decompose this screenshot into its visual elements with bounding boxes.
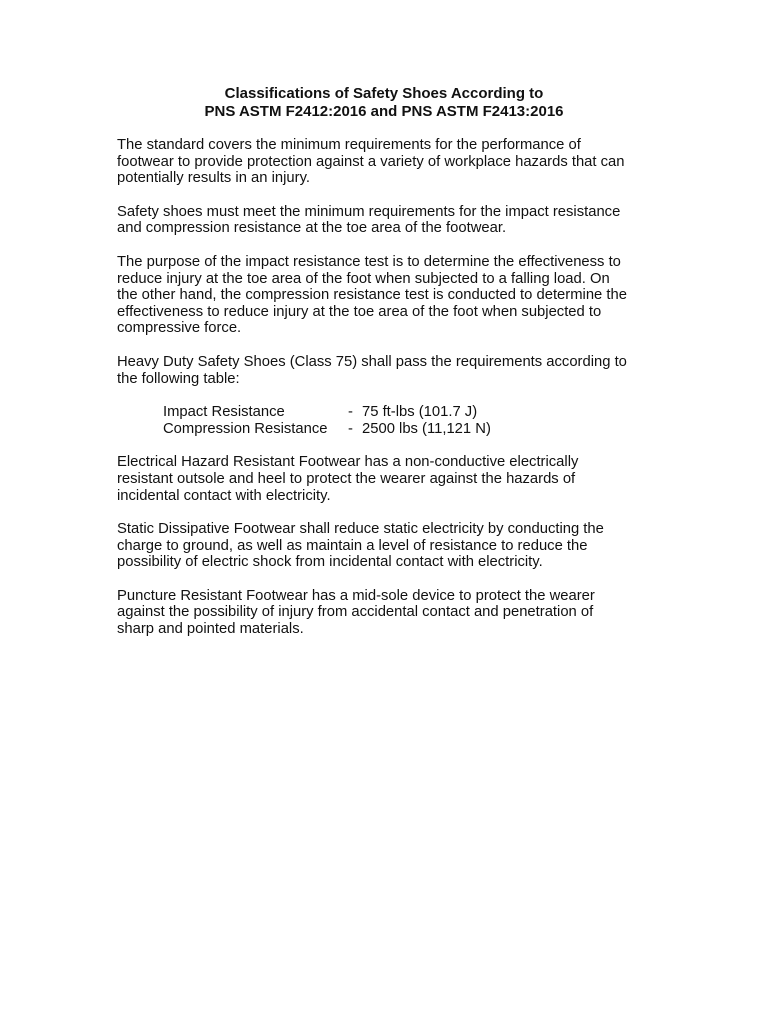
requirement-value: 75 ft-lbs (101.7 J): [362, 404, 478, 421]
requirement-name: Compression Resistance: [163, 420, 328, 437]
paragraphs-after-table: [117, 454, 677, 637]
text-line: charge to ground, as well as maintain a level of resistance to reduce the: [117, 537, 588, 554]
text-line: the following table:: [117, 370, 240, 387]
text-line: Heavy Duty Safety Shoes (Class 75) shall pass the requirements according to: [117, 353, 627, 370]
text-line: potentially results in an injury.: [117, 170, 311, 187]
text-line: possibility of electric shock from incidental contact with electricity.: [117, 554, 543, 571]
paragraph-electrical-hazard: [117, 454, 677, 504]
title-line-1: Classifications of Safety Shoes According to: [224, 85, 544, 102]
paragraph-scope: [117, 137, 677, 187]
text-line: reduce injury at the toe area of the foot when subjected to a falling load. On: [117, 270, 610, 287]
paragraph-static-dissipative: [117, 521, 677, 571]
paragraph-requirements: [117, 204, 677, 237]
text-line: Puncture Resistant Footwear has a mid-sole device to protect the wearer: [117, 587, 595, 604]
paragraph-puncture-resistant: [117, 588, 677, 638]
document-body: [117, 137, 677, 655]
text-line: and compression resistance at the toe area of the footwear.: [117, 220, 507, 237]
text-line: footwear to provide protection against a variety of workplace hazards that can: [117, 153, 625, 170]
requirement-dash: -: [348, 404, 353, 421]
text-line: incidental contact with electricity.: [117, 487, 331, 504]
text-line: the other hand, the compression resistance test is conducted to determine the: [117, 287, 627, 304]
text-line: effectiveness to reduce injury at the toe area of the foot when subjected to: [117, 303, 602, 320]
text-line: against the possibility of injury from accidental contact and penetration of: [117, 604, 594, 621]
paragraph-heavy-duty: [117, 354, 677, 387]
text-line: Electrical Hazard Resistant Footwear has a non-conductive electrically: [117, 454, 579, 471]
requirement-value: 2500 lbs (11,121 N): [362, 420, 491, 437]
text-line: The purpose of the impact resistance test is to determine the effectiveness to: [117, 253, 621, 270]
title-line-2: PNS ASTM F2412:2016 and PNS ASTM F2413:2016: [204, 102, 564, 120]
paragraphs-before-table: [117, 137, 677, 387]
requirement-dash: -: [348, 420, 353, 437]
text-line: The standard covers the minimum requirements for the performance of: [117, 137, 581, 153]
text-line: compressive force.: [117, 320, 242, 337]
text-line: Static Dissipative Footwear shall reduce static electricity by conducting the: [117, 521, 604, 538]
text-line: resistant outsole and heel to protect the wearer against the hazards of: [117, 470, 576, 487]
table-row: [163, 404, 491, 421]
document-title: [0, 85, 768, 120]
text-line: sharp and pointed materials.: [117, 621, 304, 638]
text-line: Safety shoes must meet the minimum requirements for the impact resistance: [117, 203, 621, 220]
paragraph-test-purpose: [117, 254, 677, 337]
requirements-table: [163, 404, 491, 437]
table-row: [163, 421, 491, 438]
requirement-name: Impact Resistance: [163, 404, 285, 421]
